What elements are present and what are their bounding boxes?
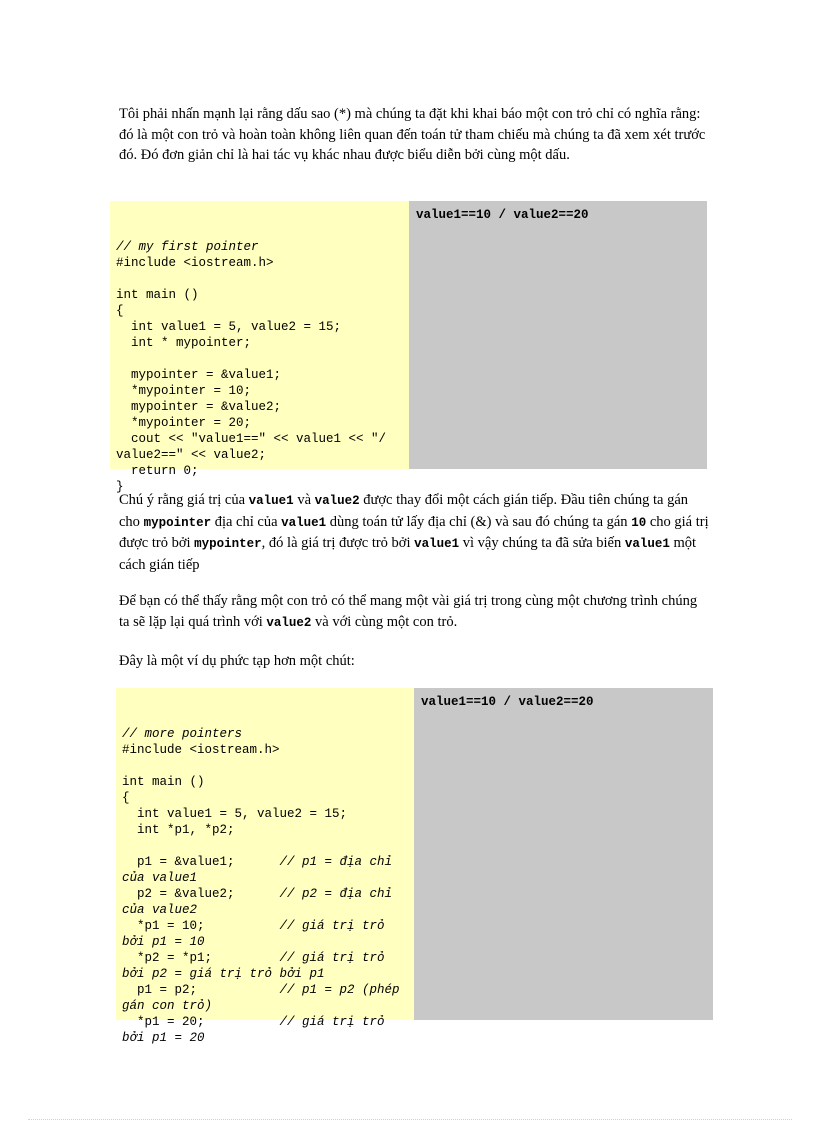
code-inline: value1	[281, 515, 327, 530]
text-span: cho giá trị được trỏ bởi	[119, 513, 709, 551]
paragraph-complex-intro	[119, 651, 709, 672]
text-span: , đó là giá trị được trỏ bởi	[261, 535, 415, 551]
code-line: bởi p2 = giá trị trỏ bởi p1	[122, 967, 325, 981]
code-line: gán con trỏ)	[122, 999, 213, 1013]
code-line: int main ()	[122, 775, 205, 789]
code-line	[122, 838, 408, 854]
code-line	[116, 271, 403, 287]
code-inline: value1	[414, 537, 460, 551]
code-line: p2 = &value2; // p2 = địa chỉ	[122, 887, 393, 901]
code-line: #include <iostream.h>	[116, 256, 274, 270]
code-line: mypointer = &value2;	[116, 400, 282, 414]
code-inline: value2	[314, 494, 360, 508]
output-text: value1==10 / value2==20	[421, 695, 594, 709]
text-span: được thay đổi một cách gián tiếp. Đầu tiên chúng ta gán cho	[119, 492, 689, 530]
code-inline: 10	[631, 515, 647, 530]
code-line: mypointer = &value1;	[116, 368, 282, 382]
code-line: value2==" << value2;	[116, 448, 267, 462]
text-span: Để bạn có thể thấy rằng một con trỏ có thể mang một vài giá trị trong cùng một chương trình chúng ta sẽ lặp lại quá trình với	[119, 593, 698, 630]
text-span: Chú ý rằng giá trị của	[119, 492, 249, 508]
code-comment: // p1 = địa chỉ	[279, 855, 393, 869]
code-line: bởi p1 = 20	[122, 1031, 205, 1045]
code-comment: // giá trị trỏ	[279, 1015, 385, 1029]
code-line: // my first pointer	[116, 240, 259, 254]
code-comment: // p2 = địa chỉ	[279, 887, 393, 901]
code-inline: mypointer	[143, 515, 212, 530]
code-line: của value1	[122, 871, 198, 885]
page-footer-divider	[28, 1119, 792, 1120]
text-span: và với cùng một con trỏ.	[311, 613, 458, 630]
code-line: // more pointers	[122, 727, 243, 741]
code-line: p1 = &value1; // p1 = địa chỉ	[122, 855, 393, 869]
paragraph-multiple-values	[119, 591, 709, 633]
code-line: int main ()	[116, 288, 199, 302]
code-example-1	[110, 201, 409, 494]
code-line: int * mypointer;	[116, 336, 252, 350]
output-text: value1==10 / value2==20	[416, 208, 589, 222]
code-inline: value2	[266, 615, 312, 630]
code-line: int *p1, *p2;	[122, 823, 235, 837]
paragraph-text: Tôi phải nhấn mạnh lại rằng dấu sao (*) mà chúng ta đặt khi khai báo một con trỏ chỉ có nghĩa rằng: đó là một con trỏ và hoàn toàn không liên quan đến toán tử tham chiếu mà chúng ta đã xem xét trước đó. Đó đơn giản chỉ là hai tác vụ khác nhau được biểu diễn bởi cùng một dấu.	[119, 106, 706, 163]
code-comment: // p1 = p2 (phép	[279, 983, 400, 997]
code-example-2	[116, 688, 414, 1045]
code-line: return 0;	[116, 464, 199, 478]
code-comment: // giá trị trỏ	[279, 919, 385, 933]
code-line: *p1 = 20; // giá trị trỏ	[122, 1015, 385, 1029]
paragraph-indirect-change	[119, 490, 709, 575]
code-line: p1 = p2; // p1 = p2 (phép	[122, 983, 400, 997]
code-line: *p1 = 10; // giá trị trỏ	[122, 919, 385, 933]
code-line: int value1 = 5, value2 = 15;	[122, 807, 348, 821]
code-line: *p2 = *p1; // giá trị trỏ	[122, 951, 385, 965]
code-line: của value2	[122, 903, 198, 917]
text-span: vì vậy chúng ta đã sửa biến	[459, 535, 625, 551]
code-line: int value1 = 5, value2 = 15;	[116, 320, 342, 334]
code-inline: value1	[248, 494, 294, 508]
output-example-2	[414, 688, 713, 1020]
text-span: địa chỉ của	[211, 513, 282, 530]
text-span: dùng toán tử lấy địa chỉ (&) và sau đó chúng ta gán	[326, 513, 632, 530]
text-span: Đây là một ví dụ phức tạp hơn một chút:	[119, 653, 355, 669]
code-line: {	[122, 791, 130, 805]
code-line	[122, 758, 408, 774]
code-line: #include <iostream.h>	[122, 743, 280, 757]
output-example-1	[409, 201, 707, 469]
text-span: và	[293, 492, 315, 508]
code-line: *mypointer = 20;	[116, 416, 252, 430]
paragraph-pointer-note	[119, 104, 709, 166]
code-line: *mypointer = 10;	[116, 384, 252, 398]
code-inline: mypointer	[194, 537, 262, 551]
code-line: bởi p1 = 10	[122, 935, 205, 949]
code-line	[116, 351, 403, 367]
code-line: cout << "value1==" << value1 << "/	[116, 432, 387, 446]
text-span: một cách gián tiếp	[119, 535, 697, 573]
code-inline: value1	[624, 537, 670, 551]
code-comment: // giá trị trỏ	[279, 951, 385, 965]
code-line: {	[116, 304, 124, 318]
code-line: }	[116, 480, 124, 494]
